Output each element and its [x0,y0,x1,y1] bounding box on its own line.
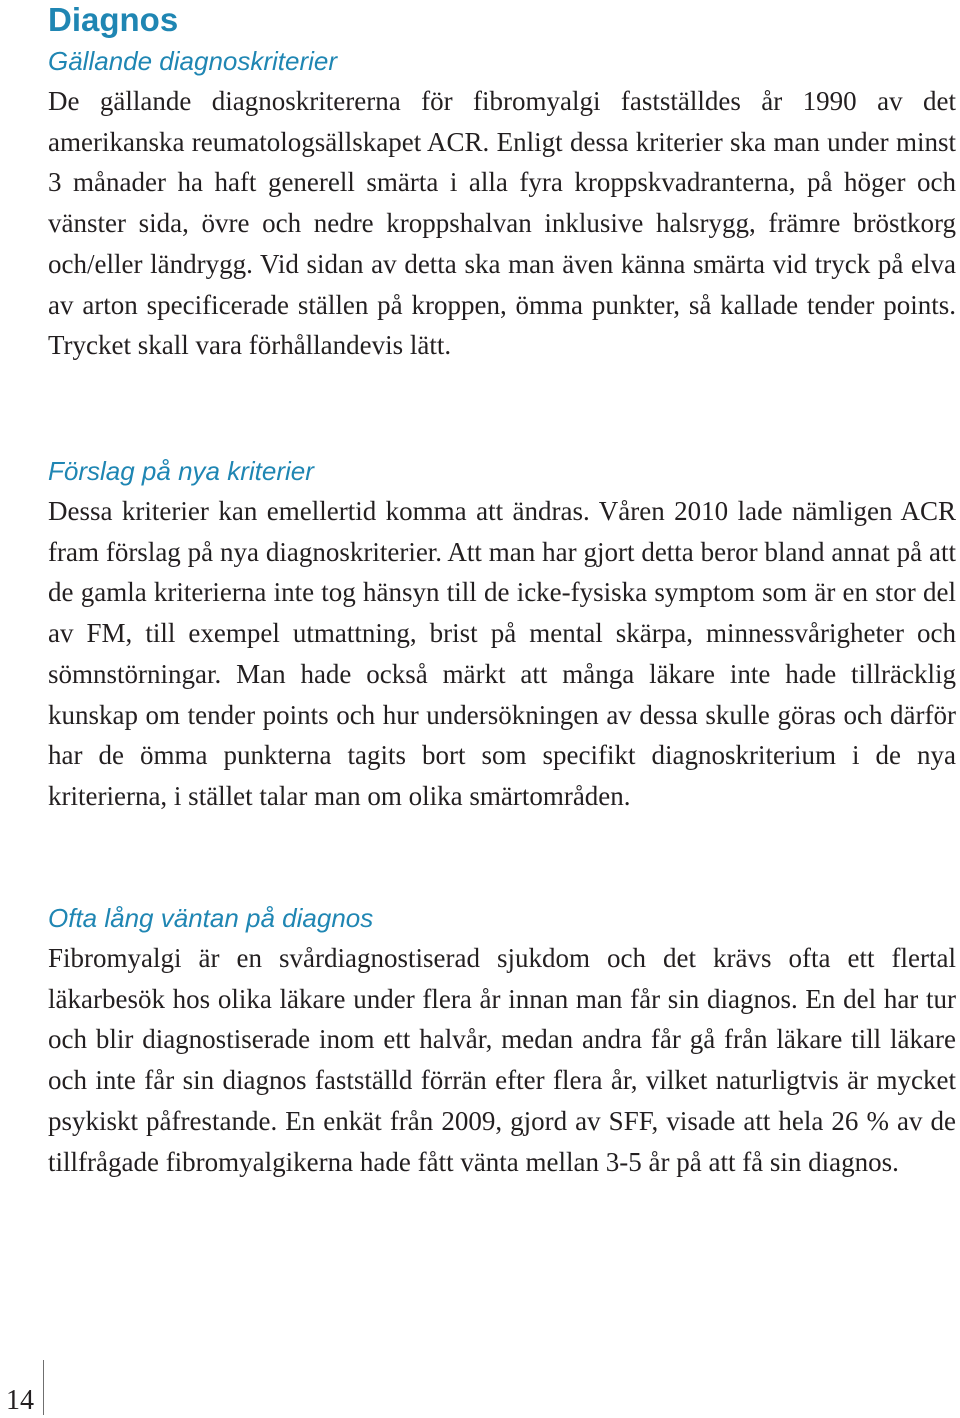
section-heading: Gällande diagnoskriterier [48,46,338,76]
section-heading: Förslag på nya kriterier [48,456,314,486]
page-number: 14 [6,1385,34,1416]
section-current-criteria [48,41,956,366]
section-paragraph: Dessa kriterier kan emellertid komma att ändras. Våren 2010 lade nämligen ACR fram förslag på nya diagnoskriterier. Att man har gjort detta beror bland annat på att de gamla kriterierna inte tog hänsyn till de icke-fysiska symptom som är en stor del av FM, till exempel utmattning, brist på mental skärpa, minnessvårigheter och sömnstörningar. Man hade också märkt att många läkare inte hade tillräcklig kunskap om tender points och hur undersökningen av dessa skulle göras och därför har de ömma punkterna tagits bort som specifikt diagnoskriterium i de nya kriterierna, i stället talar man om olika smärtområden. [48,496,956,811]
section-long-wait [48,898,956,1182]
section-paragraph: De gällande diagnoskritererna för fibromyalgi fastställdes år 1990 av det amerikanska reumatologsällskapet ACR. Enligt dessa kriterier ska man under minst 3 månader ha haft generell smärta i alla fyra kroppskvadranterna, på höger och vänster sida, övre och nedre kroppshalvan inklusive halsrygg, främre bröstkorg och/eller ländrygg. Vid sidan av detta ska man även känna smärta vid tryck på elva av arton specificerade ställen på kroppen, ömma punkter, så kallade tender points. Trycket skall vara förhållandevis lätt. [48,86,956,361]
section-new-criteria [48,451,956,817]
section-heading: Ofta lång väntan på diagnos [48,903,374,933]
section-paragraph: Fibromyalgi är en svårdiagnostiserad sjukdom och det krävs ofta ett flertal läkarbesök hos olika läkare under flera år innan man får sin diagnos. En del har tur och blir diagnostiserade inom ett halvår, medan andra får gå från läkare till läkare och inte får sin diagnos fastställd förrän efter flera år, vilket naturligtvis är mycket psykiskt påfrestande. En enkät från 2009, gjord av SFF, visade att hela 26 % av de tillfrågade fibromyalgikerna hade fått vänta mellan 3-5 år på att få sin diagnos. [48,943,956,1177]
page-title: Diagnos [48,1,179,38]
